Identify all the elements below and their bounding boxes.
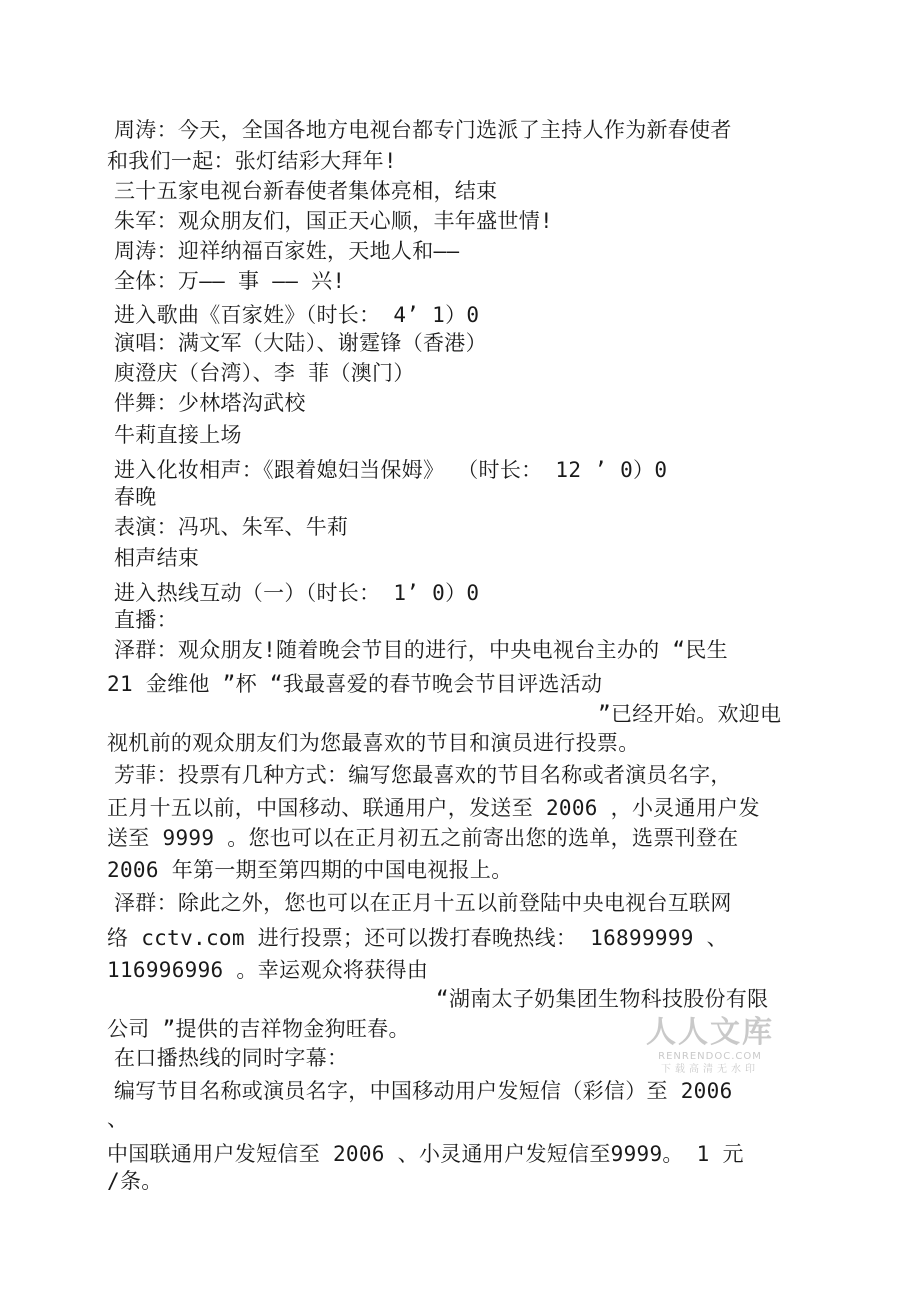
text-line: 、 (107, 1107, 129, 1131)
text-line: 和我们一起：张灯结彩大拜年! (107, 149, 397, 173)
watermark (640, 1016, 780, 1077)
text-line: 相声结束 (114, 546, 200, 570)
text-line: 视机前的观众朋友们为您最喜欢的节目和演员进行投票。 (107, 731, 640, 755)
text-line: 进入热线互动（一）（时长： 1’ 0）0 (114, 581, 480, 605)
text-line: 表演：冯巩、朱军、牛莉 (114, 515, 349, 539)
text-line: 三十五家电视台新春使者集体亮相，结束 (114, 179, 498, 203)
text-line: 送至 9999 。您也可以在正月初五之前寄出您的选单，选票刊登在 (107, 826, 739, 850)
watermark-title: 人人文库 (646, 1015, 774, 1050)
text-line: 泽群：观众朋友!随着晚会节目的进行，中央电视台主办的 “民生 (114, 638, 728, 662)
text-line: 牛莉直接上场 (114, 423, 242, 447)
text-line: 泽群：除此之外，您也可以在正月十五以前登陆中央电视台互联网 (114, 891, 732, 915)
text-line: 春晚 (114, 485, 157, 509)
text-line: 正月十五以前，中国移动、联通用户，发送至 2006 ，小灵通用户发 (107, 796, 760, 820)
text-line: 全体：万—— 事 —— 兴! (114, 269, 346, 293)
watermark-domain: RENRENDOC.COM (658, 1051, 762, 1062)
text-line: 络 cctv.com 进行投票；还可以拨打春晚热线： 16899999 、 (107, 926, 728, 950)
text-line: 在口播热线的同时字幕： (114, 1046, 349, 1070)
text-line: 进入歌曲《百家姓》（时长： 4’ 1）0 (114, 303, 480, 327)
text-line: 周涛：今天，全国各地方电视台都专门选派了主持人作为新春使者 (114, 118, 732, 142)
text-line: 芳菲：投票有几种方式：编写您最喜欢的节目名称或者演员名字， (114, 763, 732, 787)
text-line: 中国联通用户发短信至 2006 、小灵通用户发短信至9999。 1 元 (107, 1142, 744, 1166)
text-line: 21 金维他 ”杯 “我最喜爱的春节晚会节目评选活动 (107, 672, 603, 696)
text-line: 公司 ”提供的吉祥物金狗旺春。 (107, 1017, 410, 1041)
text-line: 朱军：观众朋友们，国正天心顺，丰年盛世情! (114, 209, 553, 233)
text-line: 庾澄庆（台湾）、李 菲（澳门） (114, 361, 415, 385)
text-line: 伴舞：少林塔沟武校 (114, 391, 306, 415)
text-line: /条。 (107, 1169, 163, 1193)
text-line: 116996996 。幸运观众将获得由 (107, 958, 429, 982)
text-line: 2006 年第一期至第四期的中国电视报上。 (107, 858, 513, 882)
text-line: 编写节目名称或演员名字，中国移动用户发短信（彩信）至 2006 (114, 1079, 733, 1103)
text-line: 演唱：满文军（大陆）、谢霆锋（香港） (114, 331, 487, 355)
watermark-slogan: 下载高清无水印 (661, 1064, 759, 1075)
text-line: “湖南太子奶集团生物科技股份有限 (436, 987, 769, 1011)
text-line: 周涛：迎祥纳福百家姓，天地人和—— (114, 239, 460, 263)
text-line: 直播： (114, 608, 178, 632)
text-line: 进入化妆相声：《跟着媳妇当保姆》 （时长： 12 ’ 0）0 (114, 458, 668, 482)
text-line: ”已经开始。欢迎电 (598, 702, 782, 726)
